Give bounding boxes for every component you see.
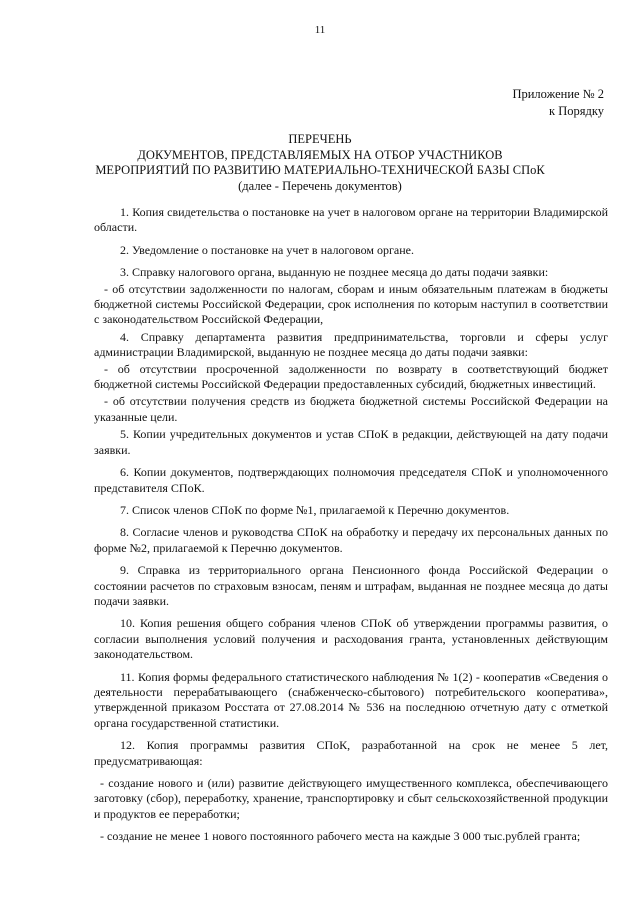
item-6: 6. Копии документов, подтверждающих полномочия председателя СПоК и уполномоченного представителя СПоК. — [94, 465, 608, 495]
appendix-line-1: Приложение № 2 — [512, 87, 604, 101]
item-10: 10. Копия решения общего собрания членов СПоК об утверждении программы развития, о согласии выполнения условий получения и расходования гранта, установленных действующим законодательством. — [94, 616, 608, 662]
appendix-line-2: к Порядку — [549, 104, 604, 118]
document-title — [60, 132, 580, 194]
item-11: 11. Копия формы федерального статистического наблюдения № 1(2) - кооператив «Сведения о деятельности перерабатывающего (снабженческо-сбытового) потребительского кооператива», утвержденной приказом Росстата от 27.08.2014 № 536 на последнюю отчетную дату с отметкой органа государственной статистики. — [94, 669, 608, 730]
title-line-1: ПЕРЕЧЕНЬ — [288, 132, 352, 146]
title-line-4: (далее - Перечень документов) — [238, 178, 402, 193]
document-body — [94, 205, 608, 852]
item-2: 2. Уведомление о постановке на учет в налоговом органе. — [120, 242, 414, 257]
appendix-reference — [512, 86, 604, 120]
item-12-subitem-2: - создание не менее 1 нового постоянного рабочего места на каждые 3 000 тыс.рублей гранта; — [100, 829, 581, 844]
item-12: 12. Копия программы развития СПоК, разработанной на срок не менее 5 лет, предусматривающая: — [94, 738, 608, 768]
page-number: 11 — [314, 24, 326, 36]
item-3: 3. Справку налогового органа, выданную не позднее месяца до даты подачи заявки: — [120, 265, 549, 280]
item-9: 9. Справка из территориального органа Пенсионного фонда Российской Федерации о состоянии расчетов по страховым взносам, пеням и штрафам, выданная не позднее месяца до даты подачи заявки. — [94, 563, 608, 608]
title-line-3: МЕРОПРИЯТИЙ ПО РАЗВИТИЮ МАТЕРИАЛЬНО-ТЕХНИЧЕСКОЙ БАЗЫ СПоК — [95, 163, 545, 177]
item-1: 1. Копия свидетельства о постановке на учет в налоговом органе на территории Владимирской области. — [94, 205, 608, 235]
title-line-2: ДОКУМЕНТОВ, ПРЕДСТАВЛЯЕМЫХ НА ОТБОР УЧАСТНИКОВ — [137, 147, 503, 162]
item-3-subitem: - об отсутствии задолженности по налогам, сборам и иным обязательным платежам в бюджеты бюджетной системы Российской Федерации, срок исполнения по которым наступил в соответствии с законодательством Российской Федерации, — [94, 281, 608, 327]
item-7: 7. Список членов СПоК по форме №1, прилагаемой к Перечню документов. — [120, 502, 510, 517]
item-4: 4. Справку департамента развития предпринимательства, торговли и сферы услуг администрации Владимирской, выданную не позднее месяца до даты подачи заявки: — [94, 329, 608, 360]
item-4-subitem-2: - об отсутствии получения средств из бюджета бюджетной системы Российской Федерации на указанные цели. — [94, 394, 608, 424]
item-8: 8. Согласие членов и руководства СПоК на обработку и передачу их персональных данных по форме №2, прилагаемой к Перечню документов. — [94, 525, 608, 555]
item-5: 5. Копии учредительных документов и устав СПоК в редакции, действующей на дату подачи заявки. — [94, 427, 608, 457]
item-4-subitem-1: - об отсутствии просроченной задолженности по возврату в соответствующий бюджет бюджетной системы Российской Федерации предоставленных субсидий, бюджетных инвестиций. — [94, 361, 608, 392]
item-12-subitem-1: - создание нового и (или) развитие действующего имущественного комплекса, обеспечивающего заготовку (сбор), переработку, хранение, транспортировку и сбыт сельскохозяйственной продукции и продуктов ее переработки; — [94, 776, 608, 821]
